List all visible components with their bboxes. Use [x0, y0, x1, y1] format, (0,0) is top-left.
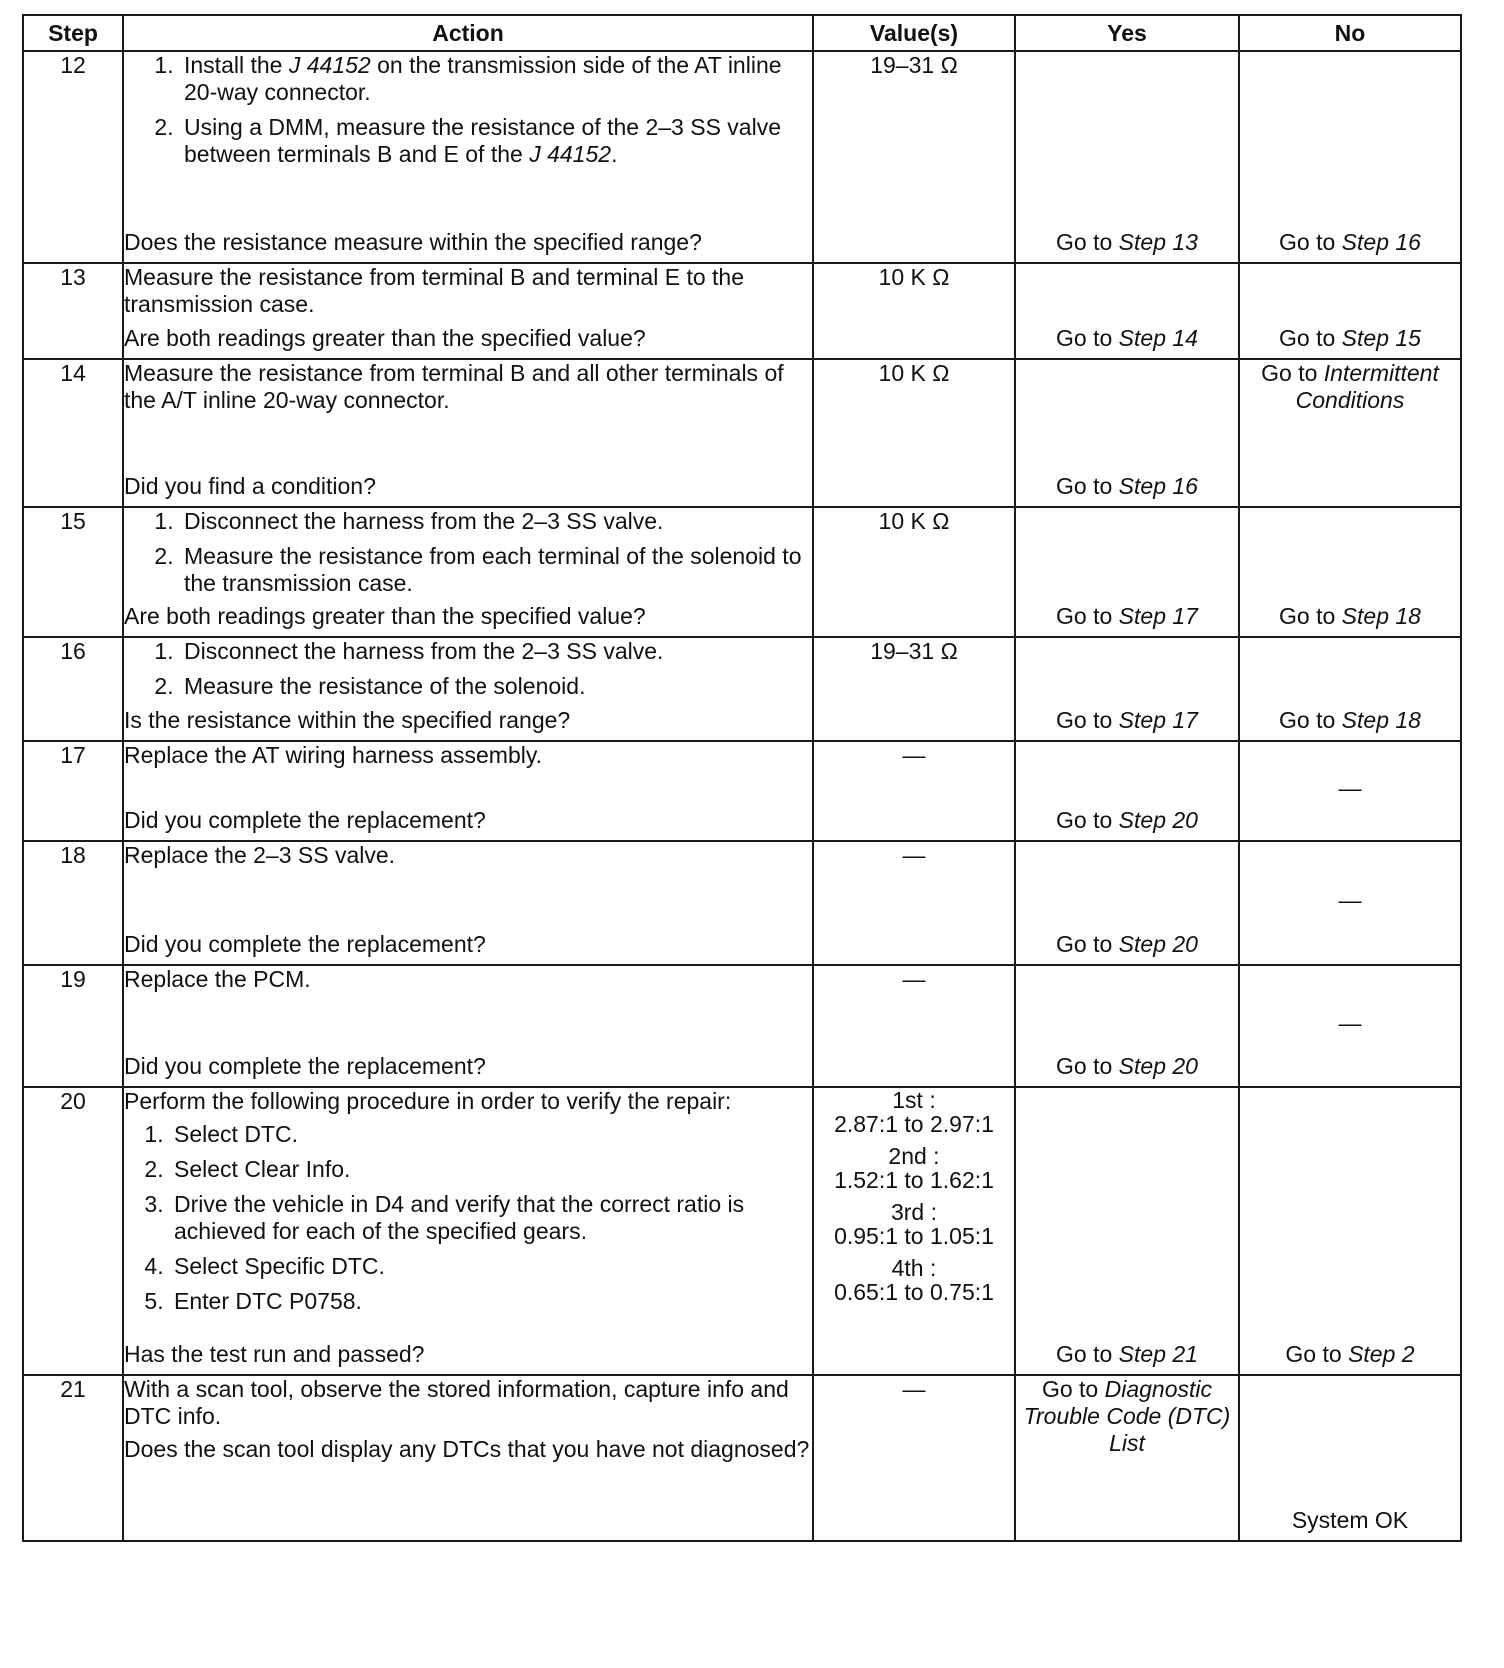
question-text: Are both readings greater than the specified value?: [124, 325, 646, 351]
yes-cell: [1015, 359, 1239, 507]
action-step-item: 2. Measure the resistance of the solenoid.: [180, 673, 812, 700]
action-step-item: 1. Disconnect the harness from the 2–3 SS valve.: [180, 508, 812, 535]
header-action: Action: [123, 15, 813, 51]
action-step-item: 1. Disconnect the harness from the 2–3 SS valve.: [180, 638, 812, 665]
value-cell: —: [813, 841, 1015, 965]
no-cell: [1239, 51, 1461, 263]
gear-ratio-3rd: 3rd : 0.95:1 to 1.05:1: [834, 1199, 994, 1249]
gear-ratio-4th: 4th : 0.65:1 to 0.75:1: [834, 1255, 994, 1305]
diagnostic-table: [22, 14, 1462, 1542]
gear-ratio-2nd: 2nd : 1.52:1 to 1.62:1: [834, 1143, 994, 1193]
step-number: 18: [23, 841, 123, 965]
goto-step-16-link[interactable]: Go to Step 16: [1056, 473, 1198, 499]
no-cell: [1239, 637, 1461, 741]
action-text: Replace the 2–3 SS valve.: [124, 842, 396, 868]
action-text: Replace the PCM.: [124, 966, 311, 992]
goto-step-20-link[interactable]: Go to Step 20: [1056, 931, 1198, 957]
step-number: 14: [23, 359, 123, 507]
header-step: Step: [23, 15, 123, 51]
action-steps: [124, 1121, 812, 1315]
no-cell: [1239, 1375, 1461, 1541]
step-number: 16: [23, 637, 123, 741]
question-text: Does the resistance measure within the specified range?: [124, 229, 702, 255]
yes-cell: [1015, 1375, 1239, 1541]
action-step-item: 2. Measure the resistance from each terminal of the solenoid to the transmission case.: [180, 543, 812, 597]
yes-cell: [1015, 263, 1239, 359]
value-cell: 10 K Ω: [813, 359, 1015, 507]
no-cell: [1239, 841, 1461, 965]
action-step-item: 1. Select DTC.: [170, 1121, 812, 1148]
value-cell: 19–31 Ω: [813, 51, 1015, 263]
system-ok-text: System OK: [1291, 1507, 1409, 1533]
action-step-item: 1. Install the J 44152 on the transmission side of the AT inline 20-way connector.: [180, 52, 812, 106]
question-text: Is the resistance within the specified range?: [124, 707, 571, 733]
tool-reference: J 44152: [288, 52, 371, 78]
action-text: With a scan tool, observe the stored information, capture info and DTC info.: [124, 1376, 789, 1429]
no-cell: [1239, 263, 1461, 359]
value-cell: —: [813, 1375, 1015, 1541]
step-number: 12: [23, 51, 123, 263]
action-step-item: 2. Using a DMM, measure the resistance of the 2–3 SS valve between terminals B and E of the J 44152.: [180, 114, 812, 168]
table-row-step-20: [23, 1087, 1461, 1375]
goto-step-16-link[interactable]: Go to Step 16: [1279, 229, 1421, 255]
action-cell: [123, 359, 813, 507]
goto-step-17-link[interactable]: Go to Step 17: [1056, 707, 1198, 733]
gear-ratio-values: [813, 1087, 1015, 1375]
no-cell: [1239, 507, 1461, 637]
yes-cell: [1015, 741, 1239, 841]
action-cell: [123, 841, 813, 965]
value-cell: —: [813, 965, 1015, 1087]
header-values: Value(s): [813, 15, 1015, 51]
yes-cell: [1015, 507, 1239, 637]
table-row-step-13: [23, 263, 1461, 359]
value-cell: 10 K Ω: [813, 263, 1015, 359]
value-cell: 10 K Ω: [813, 507, 1015, 637]
question-text: Did you complete the replacement?: [124, 807, 486, 833]
step-number: 19: [23, 965, 123, 1087]
header-row: [23, 15, 1461, 51]
no-value-dash: —: [1338, 1009, 1362, 1036]
step-number: 20: [23, 1087, 123, 1375]
table-row-step-15: [23, 507, 1461, 637]
action-text: Measure the resistance from terminal B and all other terminals of the A/T inline 20-way connector.: [124, 360, 784, 413]
action-step-item: 4. Select Specific DTC.: [170, 1253, 812, 1280]
question-text: Does the scan tool display any DTCs that you have not diagnosed?: [124, 1436, 810, 1462]
table-row-step-18: [23, 841, 1461, 965]
goto-intermittent-conditions-link[interactable]: Go to Intermittent Conditions: [1261, 360, 1439, 413]
table-row-step-16: [23, 637, 1461, 741]
question-text: Did you find a condition?: [124, 473, 376, 499]
no-cell: [1239, 741, 1461, 841]
action-text: Replace the AT wiring harness assembly.: [124, 742, 543, 768]
goto-step-2-link[interactable]: Go to Step 2: [1285, 1341, 1415, 1367]
table-row-step-21: [23, 1375, 1461, 1541]
action-cell: [123, 263, 813, 359]
tool-reference: J 44152: [529, 141, 612, 167]
action-cell: [123, 637, 813, 741]
no-cell: [1239, 359, 1461, 507]
goto-step-20-link[interactable]: Go to Step 20: [1056, 1053, 1198, 1079]
action-cell: [123, 51, 813, 263]
no-value-dash: —: [1338, 774, 1362, 801]
goto-step-18-link[interactable]: Go to Step 18: [1279, 603, 1421, 629]
action-steps: [124, 638, 812, 700]
action-step-item: 3. Drive the vehicle in D4 and verify that the correct ratio is achieved for each of the specified gears.: [170, 1191, 812, 1245]
value-cell: —: [813, 741, 1015, 841]
no-value-dash: —: [1338, 886, 1362, 913]
yes-cell: [1015, 637, 1239, 741]
yes-cell: [1015, 51, 1239, 263]
action-steps: [124, 52, 812, 176]
action-cell: [123, 1375, 813, 1541]
gear-ratio-1st: 1st : 2.87:1 to 2.97:1: [834, 1087, 994, 1137]
action-text: Measure the resistance from terminal B and terminal E to the transmission case.: [124, 264, 745, 317]
goto-step-17-link[interactable]: Go to Step 17: [1056, 603, 1198, 629]
table-row-step-12: [23, 51, 1461, 263]
question-text: Has the test run and passed?: [124, 1341, 425, 1367]
goto-step-14-link[interactable]: Go to Step 14: [1056, 325, 1198, 351]
goto-step-15-link[interactable]: Go to Step 15: [1279, 325, 1421, 351]
yes-cell: [1015, 1087, 1239, 1375]
value-cell: 19–31 Ω: [813, 637, 1015, 741]
goto-step-21-link[interactable]: Go to Step 21: [1056, 1341, 1198, 1367]
goto-step-20-link[interactable]: Go to Step 20: [1056, 807, 1198, 833]
question-text: Did you complete the replacement?: [124, 931, 486, 957]
goto-step-13-link[interactable]: Go to Step 13: [1056, 229, 1198, 255]
goto-dtc-list-link[interactable]: Go to Diagnostic Trouble Code (DTC) List: [1023, 1376, 1231, 1456]
action-steps: [124, 508, 812, 597]
action-cell: [123, 507, 813, 637]
action-step-item: 5. Enter DTC P0758.: [170, 1288, 812, 1315]
step-number: 15: [23, 507, 123, 637]
action-cell: [123, 965, 813, 1087]
yes-cell: [1015, 841, 1239, 965]
no-cell: [1239, 965, 1461, 1087]
no-cell: [1239, 1087, 1461, 1375]
step-number: 21: [23, 1375, 123, 1541]
step-number: 13: [23, 263, 123, 359]
question-text: Are both readings greater than the specified value?: [124, 603, 646, 629]
table-row-step-19: [23, 965, 1461, 1087]
header-yes: Yes: [1015, 15, 1239, 51]
action-step-item: 2. Select Clear Info.: [170, 1156, 812, 1183]
question-text: Did you complete the replacement?: [124, 1053, 486, 1079]
header-no: No: [1239, 15, 1461, 51]
table-row-step-14: [23, 359, 1461, 507]
step-number: 17: [23, 741, 123, 841]
action-text: Perform the following procedure in order to verify the repair:: [124, 1088, 732, 1114]
action-cell: [123, 741, 813, 841]
goto-step-18-link[interactable]: Go to Step 18: [1279, 707, 1421, 733]
yes-cell: [1015, 965, 1239, 1087]
action-cell: [123, 1087, 813, 1375]
table-row-step-17: [23, 741, 1461, 841]
